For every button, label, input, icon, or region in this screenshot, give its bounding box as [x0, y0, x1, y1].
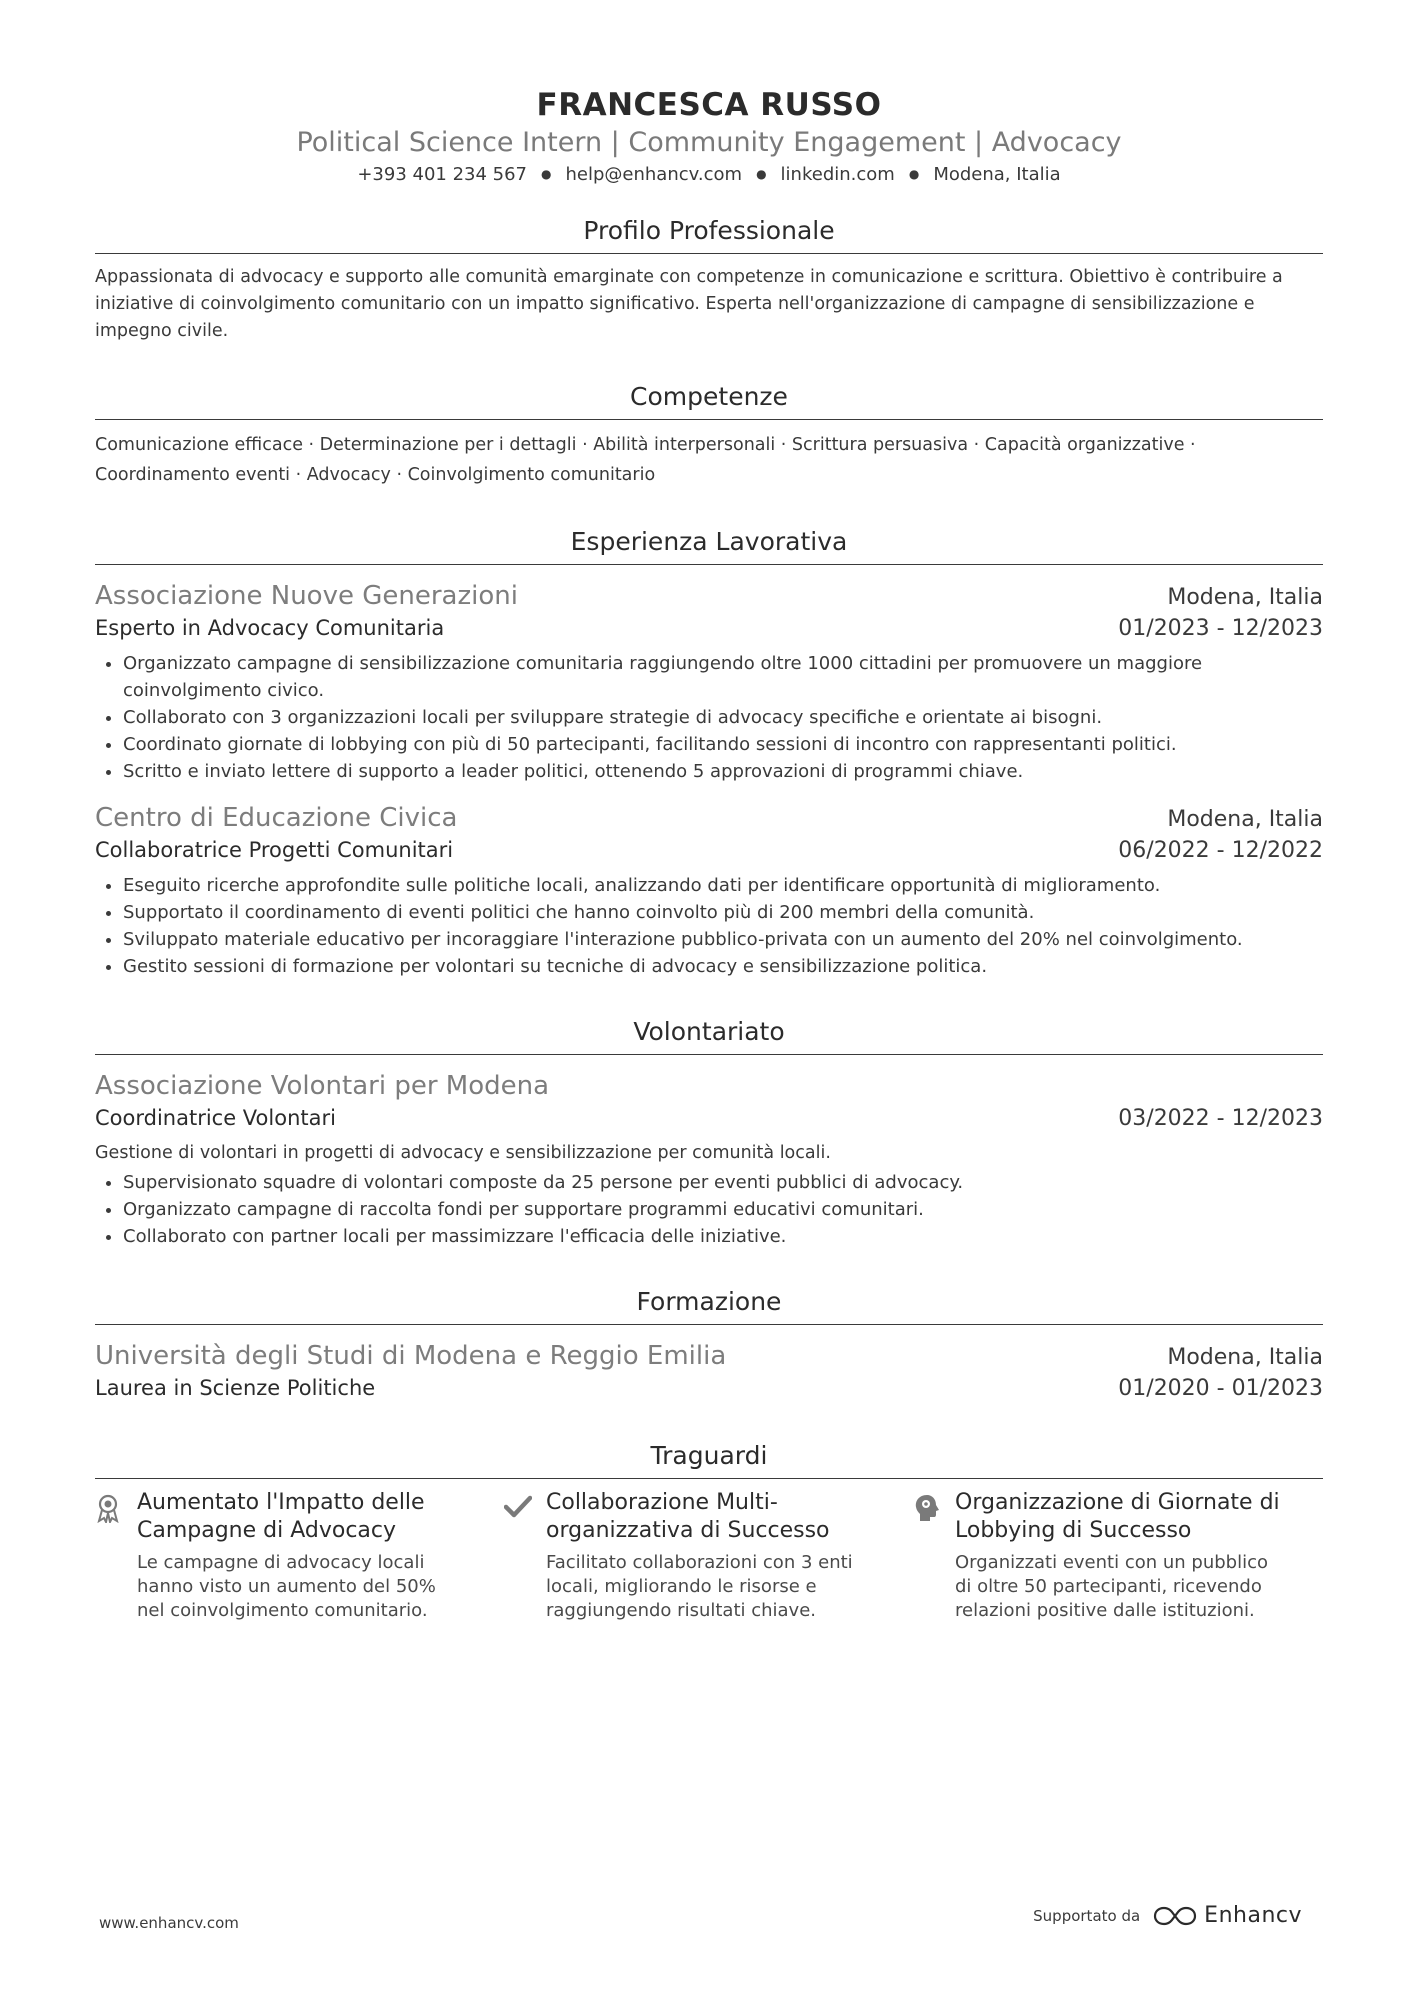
footer-website[interactable]: www.enhancv.com: [99, 1914, 239, 1932]
degree-name: Laurea in Scienze Politiche: [95, 1376, 376, 1400]
bullet-separator: ●: [541, 167, 552, 181]
organization-name: Associazione Volontari per Modena: [95, 1071, 550, 1101]
contact-email[interactable]: help@enhancv.com: [565, 164, 743, 185]
job-role: Esperto in Advocacy Comunitaria: [95, 616, 445, 640]
experience-section: [95, 526, 1323, 980]
candidate-title: Political Science Intern | Community Engagement | Advocacy: [296, 127, 1122, 158]
powered-by-label: Supportato da: [1033, 1906, 1141, 1925]
section-heading: Competenze: [95, 381, 1323, 420]
profile-section: [95, 215, 1323, 345]
bullet-item: • Organizzato campagne di sensibilizzazione comunitaria raggiungendo oltre 1000 cittadini per promuovere un maggiore coinvolgimento civico.: [123, 650, 1323, 704]
achievement-description: Facilitato collaborazioni con 3 enti locali, migliorando le risorse e raggiungendo risultati chiave.: [546, 1552, 853, 1621]
entry-dates: 06/2022 - 12/2022: [1118, 838, 1323, 863]
entry-location: Modena, Italia: [1167, 585, 1323, 610]
entry-location: Modena, Italia: [1167, 807, 1323, 832]
section-heading: Profilo Professionale: [95, 215, 1323, 254]
bullet-item: • Organizzato campagne di raccolta fondi per supportare programmi educativi comunitari.: [123, 1196, 1323, 1223]
achievement-description: Organizzati eventi con un pubblico di oltre 50 partecipanti, ricevendo relazioni positive dalle istituzioni.: [955, 1552, 1268, 1621]
organization-name: Associazione Nuove Generazioni: [95, 581, 518, 611]
section-heading: Volontariato: [95, 1016, 1323, 1055]
achievements-section: [95, 1440, 1323, 1623]
skills-section: [95, 381, 1323, 490]
school-name: Università degli Studi di Modena e Reggio Emilia: [95, 1341, 727, 1371]
profile-text: Appassionata di advocacy e supporto alle comunità emarginate con competenze in comunicazione e scrittura. Obiettivo è contribuire a iniziative di coinvolgimento comunitario con un impatto significativo. Esperta nell'organizzazione di campagne di sensibilizzazione e impegno civile.: [95, 267, 1283, 341]
entry-dates: 03/2022 - 12/2023: [1118, 1106, 1323, 1131]
achievement-title: Collaborazione Multi-organizzativa di Successo: [546, 1490, 830, 1543]
entry-dates: 01/2020 - 01/2023: [1118, 1376, 1323, 1401]
contact-line: [95, 162, 1323, 187]
candidate-name: FRANCESCA RUSSO: [536, 87, 882, 123]
section-heading: Traguardi: [95, 1440, 1323, 1479]
bullet-item: • Collaborato con partner locali per massimizzare l'efficacia delle iniziative.: [123, 1223, 1323, 1250]
bullet-item: • Gestito sessioni di formazione per volontari su tecniche di advocacy e sensibilizzazione politica.: [123, 953, 1323, 980]
bullet-item: • Supportato il coordinamento di eventi politici che hanno coinvolto più di 200 membri della comunità.: [123, 899, 1323, 926]
resume-header: [95, 0, 1323, 187]
footer-branding: [1033, 1903, 1302, 1928]
organization-name: Centro di Educazione Civica: [95, 803, 458, 833]
enhancv-brand[interactable]: Enhancv: [1204, 1903, 1302, 1928]
achievement-item: [504, 1489, 913, 1623]
achievement-title: Organizzazione di Giornate di Lobbying di Successo: [955, 1490, 1280, 1543]
resume-page: [95, 0, 1323, 1623]
achievement-item: [95, 1489, 504, 1623]
bullet-item: • Scritto e inviato lettere di supporto a leader politici, ottenendo 5 approvazioni di programmi chiave.: [123, 758, 1323, 785]
achievement-item: [913, 1489, 1322, 1623]
entry-location: Modena, Italia: [1167, 1345, 1323, 1370]
volunteer-section: [95, 1016, 1323, 1250]
experience-entry: [95, 801, 1323, 980]
achievement-description: Le campagne di advocacy locali hanno visto un aumento del 50% nel coinvolgimento comunitario.: [137, 1552, 436, 1621]
bullet-item: • Sviluppato materiale educativo per incoraggiare l'interazione pubblico-privata con un aumento del 20% nel coinvolgimento.: [123, 926, 1323, 953]
enhancv-logo-icon: [1152, 1904, 1198, 1928]
section-heading: Esperienza Lavorativa: [95, 526, 1323, 565]
achievement-title: Aumentato l'Impatto delle Campagne di Advocacy: [137, 1490, 425, 1543]
head-idea-icon: [913, 1489, 955, 1623]
education-section: [95, 1286, 1323, 1404]
bullet-separator: ●: [756, 167, 767, 181]
award-ribbon-icon: [95, 1489, 137, 1623]
checkmark-icon: [504, 1489, 546, 1623]
achievements-grid: [95, 1489, 1323, 1623]
volunteer-role: Coordinatrice Volontari: [95, 1106, 336, 1130]
experience-entry: [95, 579, 1323, 785]
bullet-item: • Coordinato giornate di lobbying con più di 50 partecipanti, facilitando sessioni di incontro con rappresentanti politici.: [123, 731, 1323, 758]
contact-location: Modena, Italia: [933, 164, 1061, 185]
bullet-list: [95, 650, 1323, 785]
entry-dates: 01/2023 - 12/2023: [1118, 616, 1323, 641]
bullet-list: [95, 1169, 1323, 1250]
contact-linkedin[interactable]: linkedin.com: [780, 164, 895, 185]
volunteer-entry: [95, 1069, 1323, 1250]
bullet-list: [95, 872, 1323, 980]
contact-phone: +393 401 234 567: [357, 164, 528, 185]
skills-text: Comunicazione efficace · Determinazione per i dettagli · Abilità interpersonali · Scrittura persuasiva · Capacità organizzative · Coordinamento eventi · Advocacy · Coinvolgimento comunitario: [95, 435, 1196, 485]
education-entry: [95, 1339, 1323, 1404]
section-heading: Formazione: [95, 1286, 1323, 1325]
job-role: Collaboratrice Progetti Comunitari: [95, 838, 454, 862]
volunteer-description: Gestione di volontari in progetti di advocacy e sensibilizzazione per comunità locali.: [95, 1143, 831, 1163]
bullet-separator: ●: [908, 167, 920, 181]
bullet-item: • Supervisionato squadre di volontari composte da 25 persone per eventi pubblici di advocacy.: [123, 1169, 1323, 1196]
bullet-item: • Eseguito ricerche approfondite sulle politiche locali, analizzando dati per identificare opportunità di miglioramento.: [123, 872, 1323, 899]
bullet-item: • Collaborato con 3 organizzazioni locali per sviluppare strategie di advocacy specifiche e orientate ai bisogni.: [123, 704, 1323, 731]
